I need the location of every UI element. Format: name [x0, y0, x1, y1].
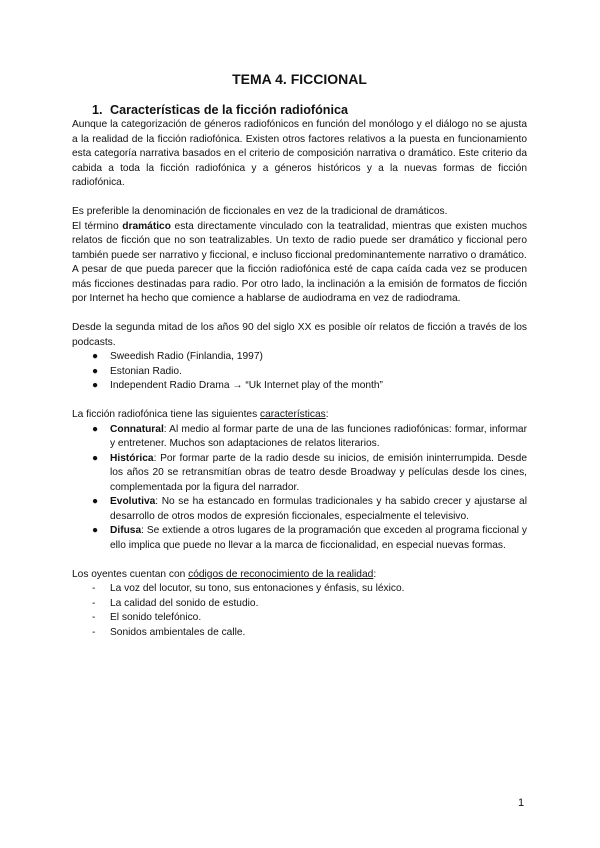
- list-item-text: La calidad del sonido de estudio.: [110, 597, 259, 609]
- dash-icon: -: [92, 626, 96, 638]
- underlined-term: características: [260, 409, 326, 420]
- paragraph-ficcionales: Es preferible la denominación de ficcionales en vez de la tradicional de dramáticos.: [72, 206, 448, 217]
- text-run: esta directamente vinculado con la teatralidad, mientras que existen muchos relatos de ficción que no son teatralizables. Un texto de radio puede ser dramático y ficcional pero también puede ser narrativo y ficcional, e incluso ficcional predominantemente narrativo o dramático.: [72, 220, 527, 261]
- section-number: 1.: [92, 103, 103, 117]
- bullet-icon: ●: [92, 351, 99, 362]
- bullet-icon: ●: [92, 423, 99, 435]
- list-item: [92, 379, 527, 394]
- text-run: :: [373, 568, 377, 580]
- list-item: [92, 582, 527, 597]
- document-title: TEMA 4. FICCIONAL: [232, 71, 367, 87]
- underlined-term: códigos de reconocimiento de la realidad: [188, 568, 374, 580]
- list-item-text: La voz del locutor, su tono, sus entonaciones y énfasis, su léxico.: [110, 583, 405, 594]
- list-item-text: : Se extiende a otros lugares de la programación que exceden al programa ficcional y ello implica que puede no llevar a la marca de ficcionalidad, en especial nuevas formas.: [110, 525, 527, 551]
- list-item: [92, 423, 527, 452]
- text-run: :: [325, 409, 329, 420]
- dash-icon: -: [92, 597, 96, 609]
- list-item: [92, 611, 527, 626]
- dash-icon: -: [92, 612, 96, 623]
- list-item-text: Sonidos ambientales de calle.: [110, 626, 246, 638]
- list-item-text: El sonido telefónico.: [110, 612, 202, 623]
- paragraph-codigos-intro: [72, 568, 527, 583]
- bullet-icon: ●: [92, 380, 99, 391]
- list-item: [92, 365, 527, 380]
- list-item: [92, 350, 527, 365]
- dash-icon: -: [92, 583, 96, 594]
- codigos-list: [72, 582, 527, 640]
- list-item-term: Evolutiva: [110, 496, 156, 507]
- list-item-term: Histórica: [110, 452, 154, 464]
- paragraph-intro: Aunque la categorización de géneros radiofónicos en función del monólogo y el diálogo no se ajusta a la realidad de la ficción radiofónica. Existen otros factores relativos a la puesta en funcionamiento esta categoría narrativa basados en el criterio de composición narrativa o dramático. Este criterio da cabida a toda la ficción radiofónica y a géneros históricos y a la nuevas formas de ficción radiofónica.: [72, 119, 527, 188]
- page-content: [72, 70, 527, 640]
- list-item-term: Connatural: [110, 423, 164, 435]
- caracteristicas-list: [72, 423, 527, 554]
- list-item-text: Sweedish Radio (Finlandia, 1997): [110, 351, 263, 362]
- page-number: 1: [518, 797, 525, 809]
- bullet-icon: ●: [92, 365, 99, 377]
- bullet-icon: ●: [92, 496, 99, 507]
- podcast-list: [72, 350, 527, 394]
- list-item: [92, 452, 527, 496]
- paragraph-dramatico: [72, 220, 527, 264]
- list-item-term: Difusa: [110, 525, 142, 536]
- list-item-text: : Al medio al formar parte de una de las funciones radiofónicas: formar, informar y entretener. Muchos son adaptaciones de relatos literarios.: [110, 423, 527, 449]
- list-item: [92, 597, 527, 612]
- paragraph-caracteristicas-intro: [72, 408, 527, 423]
- list-item: [92, 626, 527, 641]
- text-run: Los oyentes cuentan con: [72, 568, 189, 580]
- list-item-text: : No se ha estancado en formulas tradicionales y ha sabido crecer y ajustarse al desarrollo de otros modos de expresión ficcionales, especialmente el televisivo.: [110, 496, 527, 522]
- list-item-text: : Por formar parte de la radio desde su inicios, de emisión ininterrumpida. Desde los años 20 se retransmitían obras de teatro desde Broadway y películas desde los cines, complementada por la figura del narrador.: [110, 452, 527, 493]
- list-item: [92, 524, 527, 553]
- list-item: [92, 495, 527, 524]
- bold-term-dramatico: dramático: [122, 220, 171, 232]
- bullet-icon: ●: [92, 452, 99, 464]
- bullet-icon: ●: [92, 525, 99, 536]
- paragraph-audiodrama: A pesar de que pueda parecer que la ficción radiofónica esté de capa caída cada vez se producen más ficciones destinadas para radio. Por otro lado, la inclinación a la emisión de formatos de ficción por Internet ha hecho que comience a hablarse de audiodrama en vez de radiodrama.: [72, 264, 527, 304]
- list-item-text: Estonian Radio.: [110, 365, 182, 377]
- section-heading: [72, 102, 527, 118]
- list-item-text: Independent Radio Drama → “Uk Internet play of the month”: [110, 380, 383, 391]
- section-title: Características de la ficción radiofónica: [110, 103, 348, 117]
- text-run: El término: [72, 220, 123, 232]
- text-run: La ficción radiofónica tiene las siguientes: [72, 409, 261, 420]
- paragraph-podcasts: Desde la segunda mitad de los años 90 del siglo XX es posible oír relatos de ficción a través de los podcasts.: [72, 322, 527, 348]
